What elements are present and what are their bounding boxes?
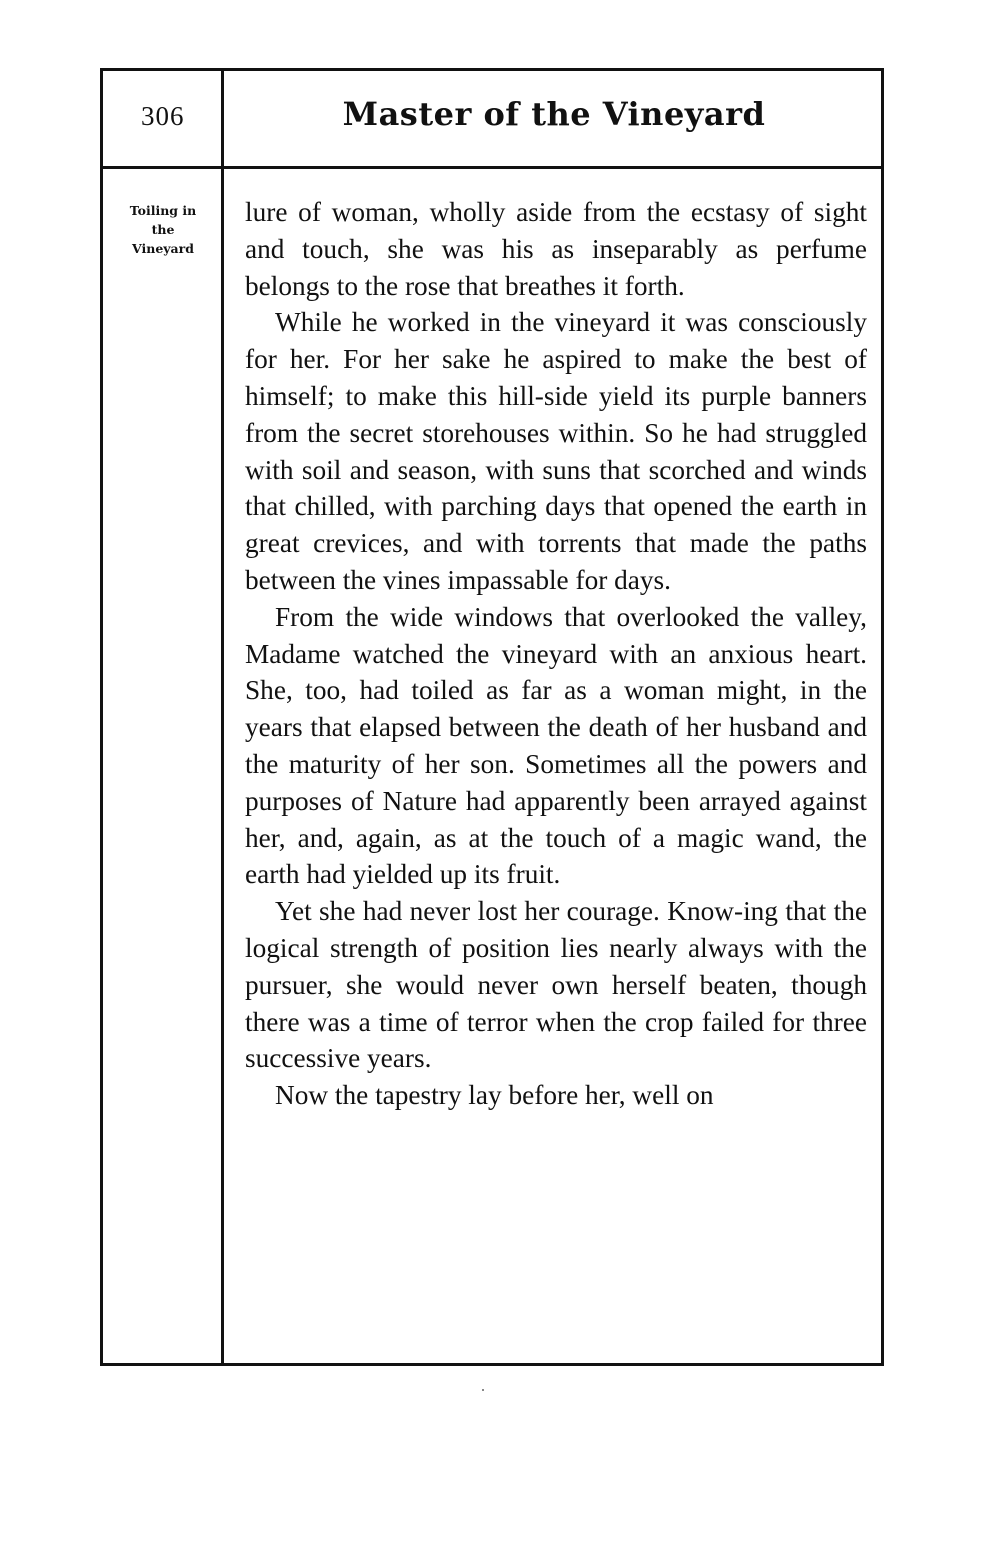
running-title: Master of the Vineyard: [342, 95, 766, 133]
paragraph: lure of woman, wholly aside from the ecstasy of sight and touch, she was his as inseparably as perfume belongs to the rose that breathes it forth.: [245, 197, 867, 301]
margin-note-line: the: [151, 222, 175, 237]
paragraph: While he worked in the vineyard it was consciously for her. For her sake he aspired to make the best of himself; to make this hill-side yield its purple banners from the secret storehouses within. So he had struggled with soil and season, with suns that scorched and winds that chilled, with parching days that opened the earth in great crevices, and with torrents that made the paths between the vines impassable for days.: [245, 307, 867, 595]
margin-note-line: Vineyard: [132, 241, 194, 256]
margin-note-line: Toiling in: [129, 203, 197, 218]
page-number: 306: [141, 101, 185, 131]
column-divider: [221, 71, 224, 1363]
body-text: [245, 194, 867, 1114]
print-speck: [482, 1389, 484, 1391]
header-row: [103, 71, 881, 169]
paragraph: From the wide windows that overlooked the valley, Madame watched the vineyard with an anxious heart. She, too, had toiled as far as a woman might, in the years that elapsed between the death of her husband and the maturity of her son. Sometimes all the powers and purposes of Nature had apparently been arrayed against her, and, again, as at the touch of a magic wand, the earth had yielded up its fruit.: [245, 601, 867, 890]
margin-note: [109, 201, 217, 258]
paragraph: Now the tapestry lay before her, well on: [275, 1080, 714, 1111]
page-frame: [100, 68, 884, 1366]
paragraph: Yet she had never lost her courage. Know-ing that the logical strength of position lies nearly always with the pursuer, she would never own herself beaten, though there was a time of terror when the crop failed for three successive years.: [245, 896, 867, 1074]
